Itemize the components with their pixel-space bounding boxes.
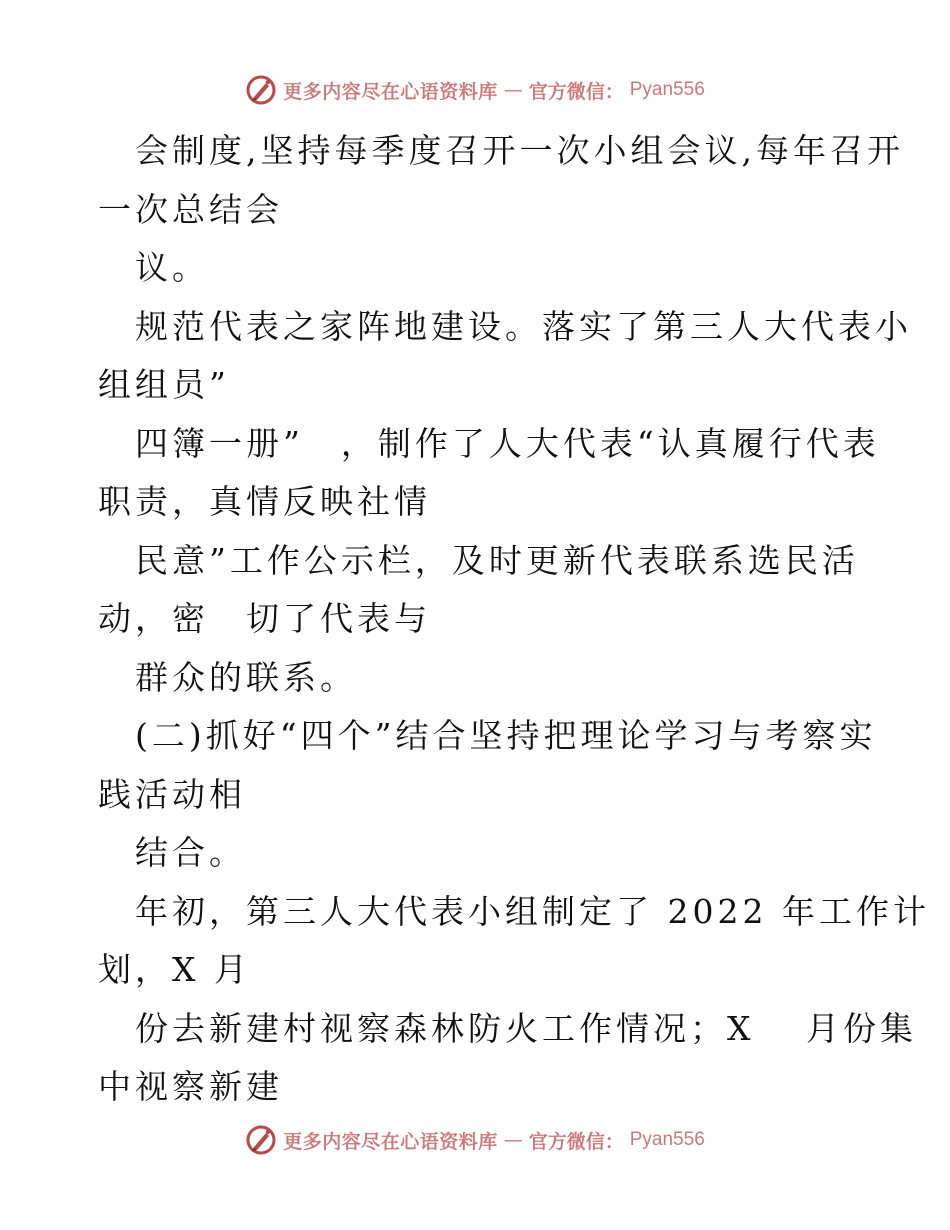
body-line: (二)抓好“四个”结合坚持把理论学习与考察实 <box>135 716 877 755</box>
footer-wechat-id: Pyan556 <box>629 1129 705 1150</box>
body-line: 践活动相 <box>98 774 246 814</box>
body-line: 民意”工作公示栏，及时更新代表联系选民活 <box>135 540 859 580</box>
footer-separator: — <box>503 1129 523 1151</box>
header-wechat-label: 官方微信： <box>528 80 624 103</box>
body-line: 群众的联系。 <box>135 657 357 697</box>
body-line: 会制度,坚持每季度召开一次小组会议,每年召开 <box>135 131 904 170</box>
body-line: 职责，真情反映社情 <box>98 482 431 521</box>
header-banner-content <box>245 74 705 106</box>
footer-banner-content <box>245 1124 705 1156</box>
body-line: 组组员” <box>98 365 230 404</box>
header-wechat-id: Pyan556 <box>629 79 705 100</box>
body-line: 年初，第三人大代表小组制定了 2022 年工作计 <box>135 891 930 931</box>
footer-wechat-label: 官方微信： <box>528 1130 624 1153</box>
body-line: 份去新建村视察森林防火工作情况；X 月份集 <box>135 1008 917 1048</box>
body-line: 议。 <box>135 248 209 287</box>
body-line: 动，密 切了代表与 <box>98 599 431 638</box>
footer-brand-text: 更多内容尽在心语资料库 <box>283 1130 498 1153</box>
header-watermark-banner <box>0 72 950 108</box>
body-line: 划，X 月 <box>98 950 251 989</box>
footer-watermark-banner <box>0 1122 950 1158</box>
body-line: 中视察新建 <box>98 1067 283 1106</box>
pen-seal-icon <box>245 1124 277 1156</box>
body-line: 规范代表之家阵地建设。落实了第三人大代表小 <box>135 306 912 346</box>
header-brand-text: 更多内容尽在心语资料库 <box>283 80 498 103</box>
body-line: 一次总结会 <box>98 189 283 229</box>
body-line: 四簿一册” ，制作了人大代表“认真履行代表 <box>135 423 880 463</box>
pen-seal-icon <box>245 74 277 106</box>
body-line: 结合。 <box>135 833 246 872</box>
document-body <box>98 122 930 1117</box>
header-separator: — <box>503 79 523 101</box>
